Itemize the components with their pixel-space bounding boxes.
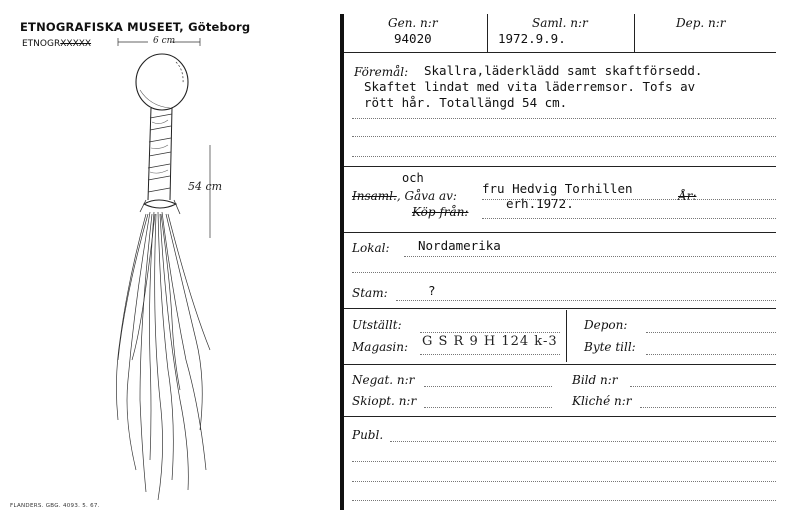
depon-label: Depon: [584, 318, 628, 332]
bild-label: Bild n:r [572, 373, 618, 387]
etnogr-struck: XXXXX [60, 39, 92, 49]
utstallt-label: Utställt: [352, 318, 402, 332]
gen-value: 94020 [394, 31, 432, 46]
etnogr-prefix: ETNOGR [22, 39, 61, 49]
gava-label: Gåva av: [404, 189, 457, 203]
rule-after-gava [344, 232, 776, 233]
kop-dots [482, 218, 776, 219]
byte-label: Byte till: [584, 340, 636, 354]
depon-dots [646, 332, 776, 333]
och-note: och [402, 171, 424, 185]
card-top-rule [344, 52, 776, 53]
foremal-line-3: rött hår. Totallängd 54 cm. [364, 95, 568, 110]
card-left-border [340, 14, 344, 510]
museum-title: ETNOGRAFISKA MUSEET, Göteborg [20, 20, 251, 34]
ar-label: År: [678, 189, 697, 203]
width-note: 6 cm [153, 36, 176, 46]
byte-dots [646, 354, 776, 355]
dep-label: Dep. n:r [676, 16, 726, 30]
rattle-drawing [0, 0, 330, 522]
skiopt-dots [424, 407, 552, 408]
stam-dots [396, 300, 776, 301]
publ-dots-2 [352, 461, 776, 462]
insaml-struck: Insaml. [352, 189, 397, 203]
lokal-dots [404, 256, 776, 257]
magasin-divider [566, 310, 567, 362]
donor-line-1: fru Hedvig Torhillen [482, 181, 633, 196]
publ-label: Publ. [352, 428, 384, 442]
kop-label: Köp från: [412, 205, 469, 219]
bild-dots [630, 386, 776, 387]
rule-after-magasin [344, 364, 776, 365]
lokal-dots-2 [352, 272, 776, 273]
print-footer: FLANDERS. GBG. 4093. 5. 67. [10, 503, 100, 509]
saml-label: Saml. n:r [532, 16, 588, 30]
magasin-value: G S R 9 H 124 k-3 [422, 334, 558, 349]
foremal-line-1: Skallra,läderklädd samt skaftförsedd. [424, 63, 703, 78]
utstallt-dots [420, 332, 560, 333]
cliche-label: Kliché n:r [572, 394, 632, 408]
lokal-label: Lokal: [352, 241, 390, 255]
skiopt-label: Skiopt. n:r [352, 394, 417, 408]
stam-value: ? [428, 283, 436, 298]
publ-dots-4 [352, 500, 776, 501]
rule-after-foremal [344, 166, 776, 167]
saml-value: 1972.9.9. [498, 31, 566, 46]
negat-dots [424, 386, 552, 387]
foremal-dots-2 [352, 136, 776, 137]
magasin-label: Magasin: [352, 340, 409, 354]
insaml-label: Insaml., Gåva av: [352, 189, 457, 203]
col-divider-2 [634, 14, 635, 52]
rule-after-stam [344, 308, 776, 309]
foremal-dots-1 [352, 118, 776, 119]
col-divider-1 [487, 14, 488, 52]
cliche-dots [640, 407, 776, 408]
negat-label: Negat. n:r [352, 373, 415, 387]
gava-dots [482, 199, 776, 200]
gen-label: Gen. n:r [388, 16, 438, 30]
publ-dots-3 [352, 481, 776, 482]
magasin-dots [420, 354, 560, 355]
lokal-value: Nordamerika [418, 238, 501, 253]
donor-line-2: erh.1972. [506, 196, 574, 211]
foremal-line-2: Skaftet lindat med vita läderremsor. Tofs av [364, 79, 696, 94]
foremal-label: Föremål: [354, 65, 409, 79]
publ-dots-1 [390, 441, 776, 442]
length-note: 54 cm [188, 180, 223, 193]
foremal-dots-3 [352, 156, 776, 157]
stam-label: Stam: [352, 286, 388, 300]
rule-after-negat [344, 416, 776, 417]
